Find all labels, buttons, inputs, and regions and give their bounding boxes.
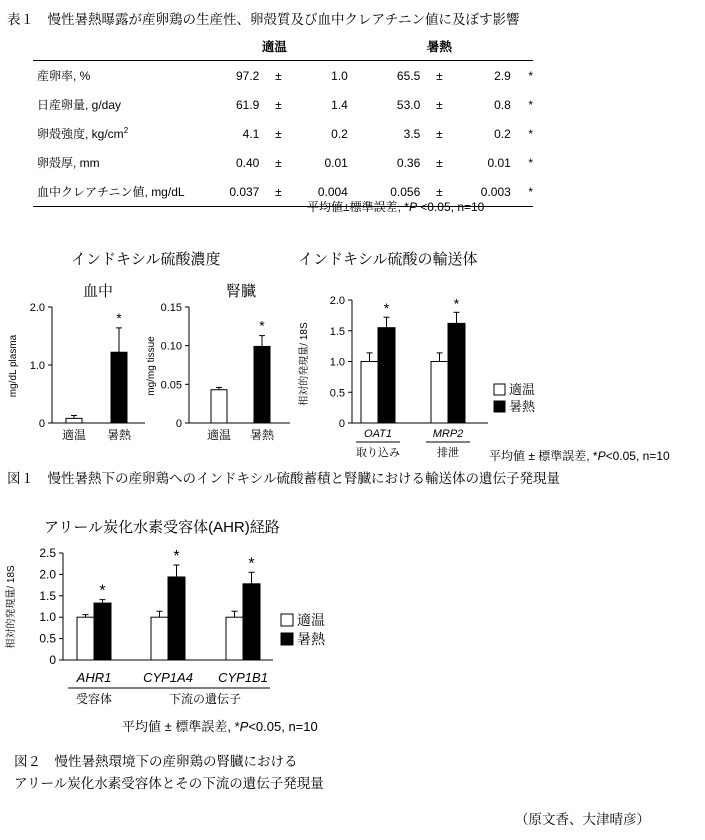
table1-caption: 表１ 慢性暑熱曝露が産卵鶏の生産性、卵殻質及び血中クレアチニン値に及ぼす影響 <box>7 12 520 27</box>
category-group-label: 下流の遺伝子 <box>168 692 242 706</box>
y-tick-label: 0 <box>175 418 182 430</box>
x-category-label: 暑熱 <box>106 428 132 442</box>
fig2-chart-svg <box>0 540 705 718</box>
cell-pm: ± <box>420 177 458 207</box>
y-tick-label: 1.5 <box>329 325 345 338</box>
x-category-label: 適温 <box>206 428 232 442</box>
bar <box>361 362 378 424</box>
cell-pm: ± <box>436 97 443 112</box>
x-category-label: 適温 <box>61 428 87 442</box>
bar <box>211 390 227 423</box>
cell-heat-mean: 65.5 <box>368 61 420 91</box>
bar <box>77 617 94 660</box>
fig1-right-title: インドキシル硫酸の輸送体 <box>298 251 478 268</box>
y-axis-label: 相対的発現量/ 18S <box>6 565 17 649</box>
cell-control-mean: 97.2 <box>201 61 259 91</box>
cell-control-se: 1.0 <box>298 61 348 91</box>
bar <box>448 323 465 423</box>
row-label: 卵殻厚, mm <box>37 156 100 170</box>
cell-pm: ± <box>436 155 443 170</box>
legend-label-heat: 暑熱 <box>297 631 325 647</box>
fig2-footnote: 平均値 ± 標準誤差, *P<0.05, n=10 <box>122 719 318 734</box>
x-category-label: AHR1 <box>76 670 112 685</box>
significance-mark: * <box>383 300 390 317</box>
fig1-left-title: インドキシル硫酸濃度 <box>71 251 221 268</box>
cell-heat-mean: 0.36 <box>396 155 421 170</box>
legend-label-control: 適温 <box>297 612 325 628</box>
cell-heat-se: 0.2 <box>494 126 511 141</box>
x-category-sub-label: 取り込み <box>356 447 400 459</box>
table-row <box>33 148 533 177</box>
table-row <box>33 119 533 148</box>
legend-swatch-heat <box>281 633 293 645</box>
y-tick-label: 2.5 <box>39 546 56 560</box>
cell-heat-mean: 3.5 <box>403 126 421 141</box>
y-axis-label: 相対的発現量/ 18S <box>299 322 310 406</box>
y-tick-label: 0.10 <box>160 340 182 353</box>
fig2-caption-line2: アリール炭化水素受容体とその下流の遺伝子発現量 <box>14 776 324 791</box>
significance-mark: * <box>453 295 460 312</box>
cell-heat-se: 0.01 <box>487 155 511 170</box>
cell-sig: * <box>511 61 533 91</box>
y-tick-label: 1.5 <box>39 588 56 603</box>
bar <box>111 352 127 423</box>
y-tick-label: 1.0 <box>29 360 45 372</box>
cell-heat-se: 0.003 <box>459 177 511 207</box>
bar <box>94 603 111 660</box>
cell-control-se: 0.01 <box>324 155 348 170</box>
y-tick-label: 0.5 <box>39 631 56 646</box>
cell-control-mean: 4.1 <box>242 126 260 141</box>
y-tick-label: 2.0 <box>39 567 56 582</box>
fig1-caption: 図１ 慢性暑熱下の産卵鶏へのインドキシル硫酸蓄積と腎臓における輸送体の遺伝子発現量 <box>7 471 561 486</box>
y-axis-label: mg/mg tissue <box>146 336 157 396</box>
significance-mark: * <box>259 317 265 334</box>
x-category-label: OAT1 <box>364 428 392 440</box>
fig2-title: アリール炭化水素受容体(AHR)経路 <box>44 519 280 536</box>
y-tick-label: 0 <box>338 418 345 430</box>
bar <box>66 418 82 423</box>
x-category-label: CYP1A4 <box>143 670 193 685</box>
cell-pm: ± <box>275 155 282 170</box>
table1 <box>33 32 533 207</box>
cell-heat-mean: 0.056 <box>368 177 420 207</box>
y-tick-label: 0.15 <box>160 302 182 314</box>
y-tick-label: 0 <box>49 653 56 667</box>
y-axis-label: mg/dL plasma <box>8 334 19 398</box>
cell-sig: * <box>528 155 533 170</box>
y-tick-label: 1.0 <box>329 356 345 369</box>
significance-mark: * <box>99 582 106 600</box>
y-tick-label: 0.5 <box>329 387 345 400</box>
y-tick-label: 2.0 <box>29 302 45 314</box>
x-category-sub-label: 排泄 <box>437 447 459 459</box>
legend-fig2 <box>281 612 326 647</box>
y-tick-label: 0 <box>38 418 45 430</box>
table-row <box>33 61 533 91</box>
y-tick-label: 1.0 <box>39 610 56 625</box>
row-label: 卵殻強度, $kg/cm^2$ <box>37 126 129 141</box>
legend-swatch-control <box>494 384 505 395</box>
cell-sig: * <box>528 97 533 112</box>
cell-control-mean: 0.40 <box>235 155 260 170</box>
chart-transporter <box>297 295 488 459</box>
cell-control-se: 0.004 <box>298 177 348 207</box>
fig1-footnote: 平均値 ± 標準誤差, *P<0.05, n=10 <box>489 449 670 463</box>
cell-control-mean: 61.9 <box>235 97 260 112</box>
chart-ahr <box>4 546 273 706</box>
chart-title: 血中 <box>82 283 114 300</box>
bar <box>254 346 270 423</box>
fig1-charts <box>0 272 705 472</box>
significance-mark: * <box>248 555 255 573</box>
x-category-label: MRP2 <box>432 428 464 440</box>
cell-pm: ± <box>259 177 297 207</box>
cell-pm: ± <box>275 97 282 112</box>
legend-swatch-heat <box>494 401 505 412</box>
cell-control-se: 1.4 <box>331 97 348 112</box>
y-tick-label: 2.0 <box>329 295 345 307</box>
col-header-control: 適温 <box>261 40 287 54</box>
cell-control-mean: 0.037 <box>201 177 259 207</box>
legend-label-control: 適温 <box>509 382 536 397</box>
significance-mark: * <box>116 309 122 326</box>
bar <box>431 362 448 424</box>
cell-heat-se: 0.8 <box>494 97 511 112</box>
x-category-label: 暑熱 <box>249 428 275 442</box>
cell-heat-mean: 53.0 <box>396 97 421 112</box>
legend-fig1 <box>494 382 536 414</box>
chart-kidney <box>146 283 290 442</box>
cell-heat-se: 2.9 <box>459 61 511 91</box>
significance-mark: * <box>173 547 180 565</box>
col-header-heat: 暑熱 <box>426 40 452 54</box>
row-label: 産卵率, % <box>33 61 201 91</box>
bar <box>378 328 395 423</box>
x-category-label: CYP1B1 <box>218 670 268 685</box>
cell-control-se: 0.2 <box>331 126 348 141</box>
cell-pm: ± <box>436 126 443 141</box>
row-label: 血中クレアチニン値, mg/dL <box>33 177 201 207</box>
bar <box>151 617 168 660</box>
chart-title: 腎臓 <box>225 283 257 300</box>
y-tick-label: 0.05 <box>160 379 182 392</box>
cell-sig: * <box>511 177 533 207</box>
row-label: 日産卵量, g/day <box>37 98 122 112</box>
legend-swatch-control <box>281 614 293 626</box>
cell-pm: ± <box>420 61 458 91</box>
chart-blood <box>8 283 145 442</box>
bar <box>168 577 185 660</box>
cell-pm: ± <box>275 126 282 141</box>
fig2-caption-line1: 図２ 慢性暑熱環境下の産卵鶏の腎臓における <box>14 754 298 769</box>
bar <box>226 617 243 660</box>
category-group-label: 受容体 <box>75 692 113 706</box>
bar <box>243 584 260 660</box>
authors: （原文香、大津晴彦） <box>515 812 650 827</box>
legend-label-heat: 暑熱 <box>509 399 536 414</box>
table-row <box>33 90 533 119</box>
table1-footnote: 平均値±標準誤差, *P <0.05, n=10 <box>307 200 485 214</box>
cell-sig: * <box>528 126 533 141</box>
cell-pm: ± <box>259 61 297 91</box>
